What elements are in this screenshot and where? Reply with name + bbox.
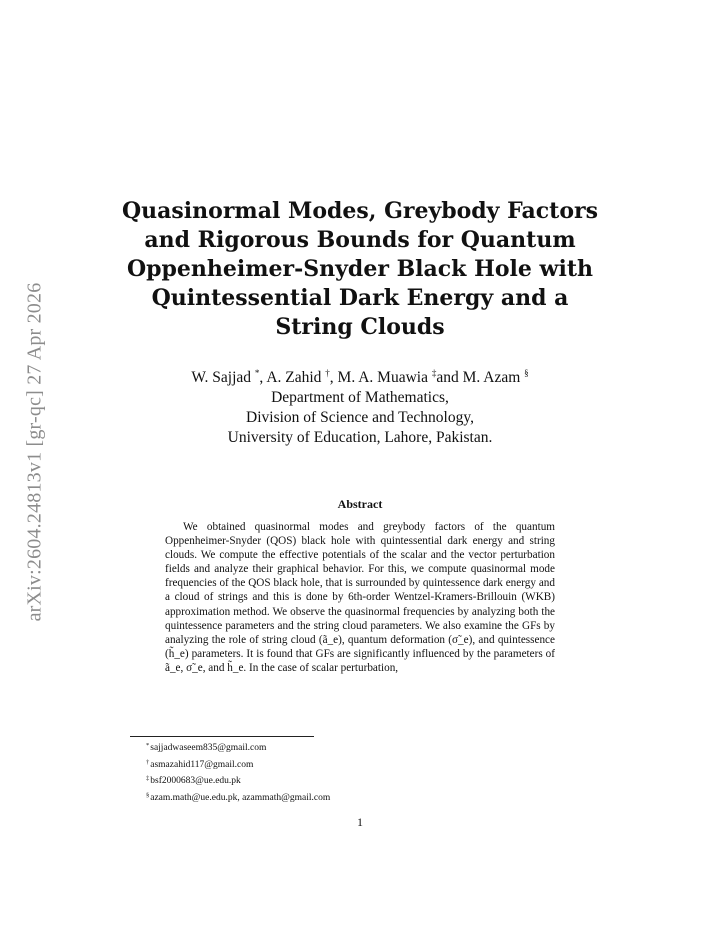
footnote-item [146, 739, 546, 756]
footnote-mark: ‡ [146, 775, 150, 782]
author-name: M. A. Muawia [337, 369, 428, 386]
footnote-item [146, 772, 546, 789]
affiliation-line: University of Education, Lahore, Pakistan. [227, 429, 493, 446]
paper-title: Quasinormal Modes, Greybody Factors and Rigorous Bounds for Quantum Oppenheimer-Snyder Black Hole with Quintessential Dark Energy and a String Clouds [122, 198, 598, 340]
footnote-item [146, 789, 546, 806]
author-list: W. Sajjad *, A. Zahid †, M. A. Muawia ‡and M. Azam § [191, 368, 529, 386]
arxiv-identifier: arXiv:2604.24813v1 [gr-qc] 27 Apr 2026 [23, 282, 46, 622]
author-name: W. Sajjad [191, 369, 252, 386]
author-conjunction: and [436, 369, 459, 386]
footnote-mark[interactable]: † [325, 368, 330, 378]
footnote-divider [130, 736, 314, 737]
arxiv-stamp [20, 262, 50, 642]
page-number: 1 [357, 815, 363, 829]
footnote-email[interactable]: asmazahid117@gmail.com [150, 759, 254, 770]
affiliation-line: Division of Science and Technology, [246, 409, 474, 426]
footnote-email[interactable]: azam.math@ue.edu.pk, azammath@gmail.com [150, 792, 331, 803]
footnotes [146, 739, 546, 805]
abstract-text: We obtained quasinormal modes and greybody factors of the quantum Oppenheimer-Snyder (QOS) black hole with quintessential dark energy and string clouds. We compute the effective potentials of the scalar and the vector perturbation fields and analyze their graphical behavior. For this, we compute quasinormal mode frequencies of the QOS black hole, that is surrounded by quintessence dark energy and a cloud of strings and this is done by 6th-order Wentzel-Kramers-Brillouin (WKB) approximation method. We observe the quasinormal frequencies by analyzing both the quintessence parameters and the string cloud parameters. We also examine the GFs by analyzing the role of string cloud (ã_e), quantum deformation (σ̃_e), and quintessence (h̃_e) parameters. It is found that GFs are significantly influenced by the parameters of ã_e, σ̃_e, and h̃_e. In the case of scalar perturbation, [165, 521, 555, 674]
footnote-mark: § [146, 791, 150, 799]
footnote-email[interactable]: bsf2000683@ue.edu.pk [150, 776, 241, 786]
footnote-mark: * [146, 742, 150, 749]
footnote-mark[interactable]: § [524, 368, 529, 378]
author-name: M. Azam [462, 369, 521, 386]
author-name: A. Zahid [266, 369, 322, 386]
affiliation-line: Department of Mathematics, [271, 389, 449, 406]
footnote-item [146, 756, 546, 773]
footnote-mark: † [146, 758, 150, 766]
abstract-heading: Abstract [337, 497, 383, 511]
footnote-mark[interactable]: * [254, 368, 260, 378]
footnote-email[interactable]: sajjadwaseem835@gmail.com [150, 743, 267, 753]
author-block [110, 363, 610, 448]
footnote-mark[interactable]: ‡ [431, 368, 437, 378]
